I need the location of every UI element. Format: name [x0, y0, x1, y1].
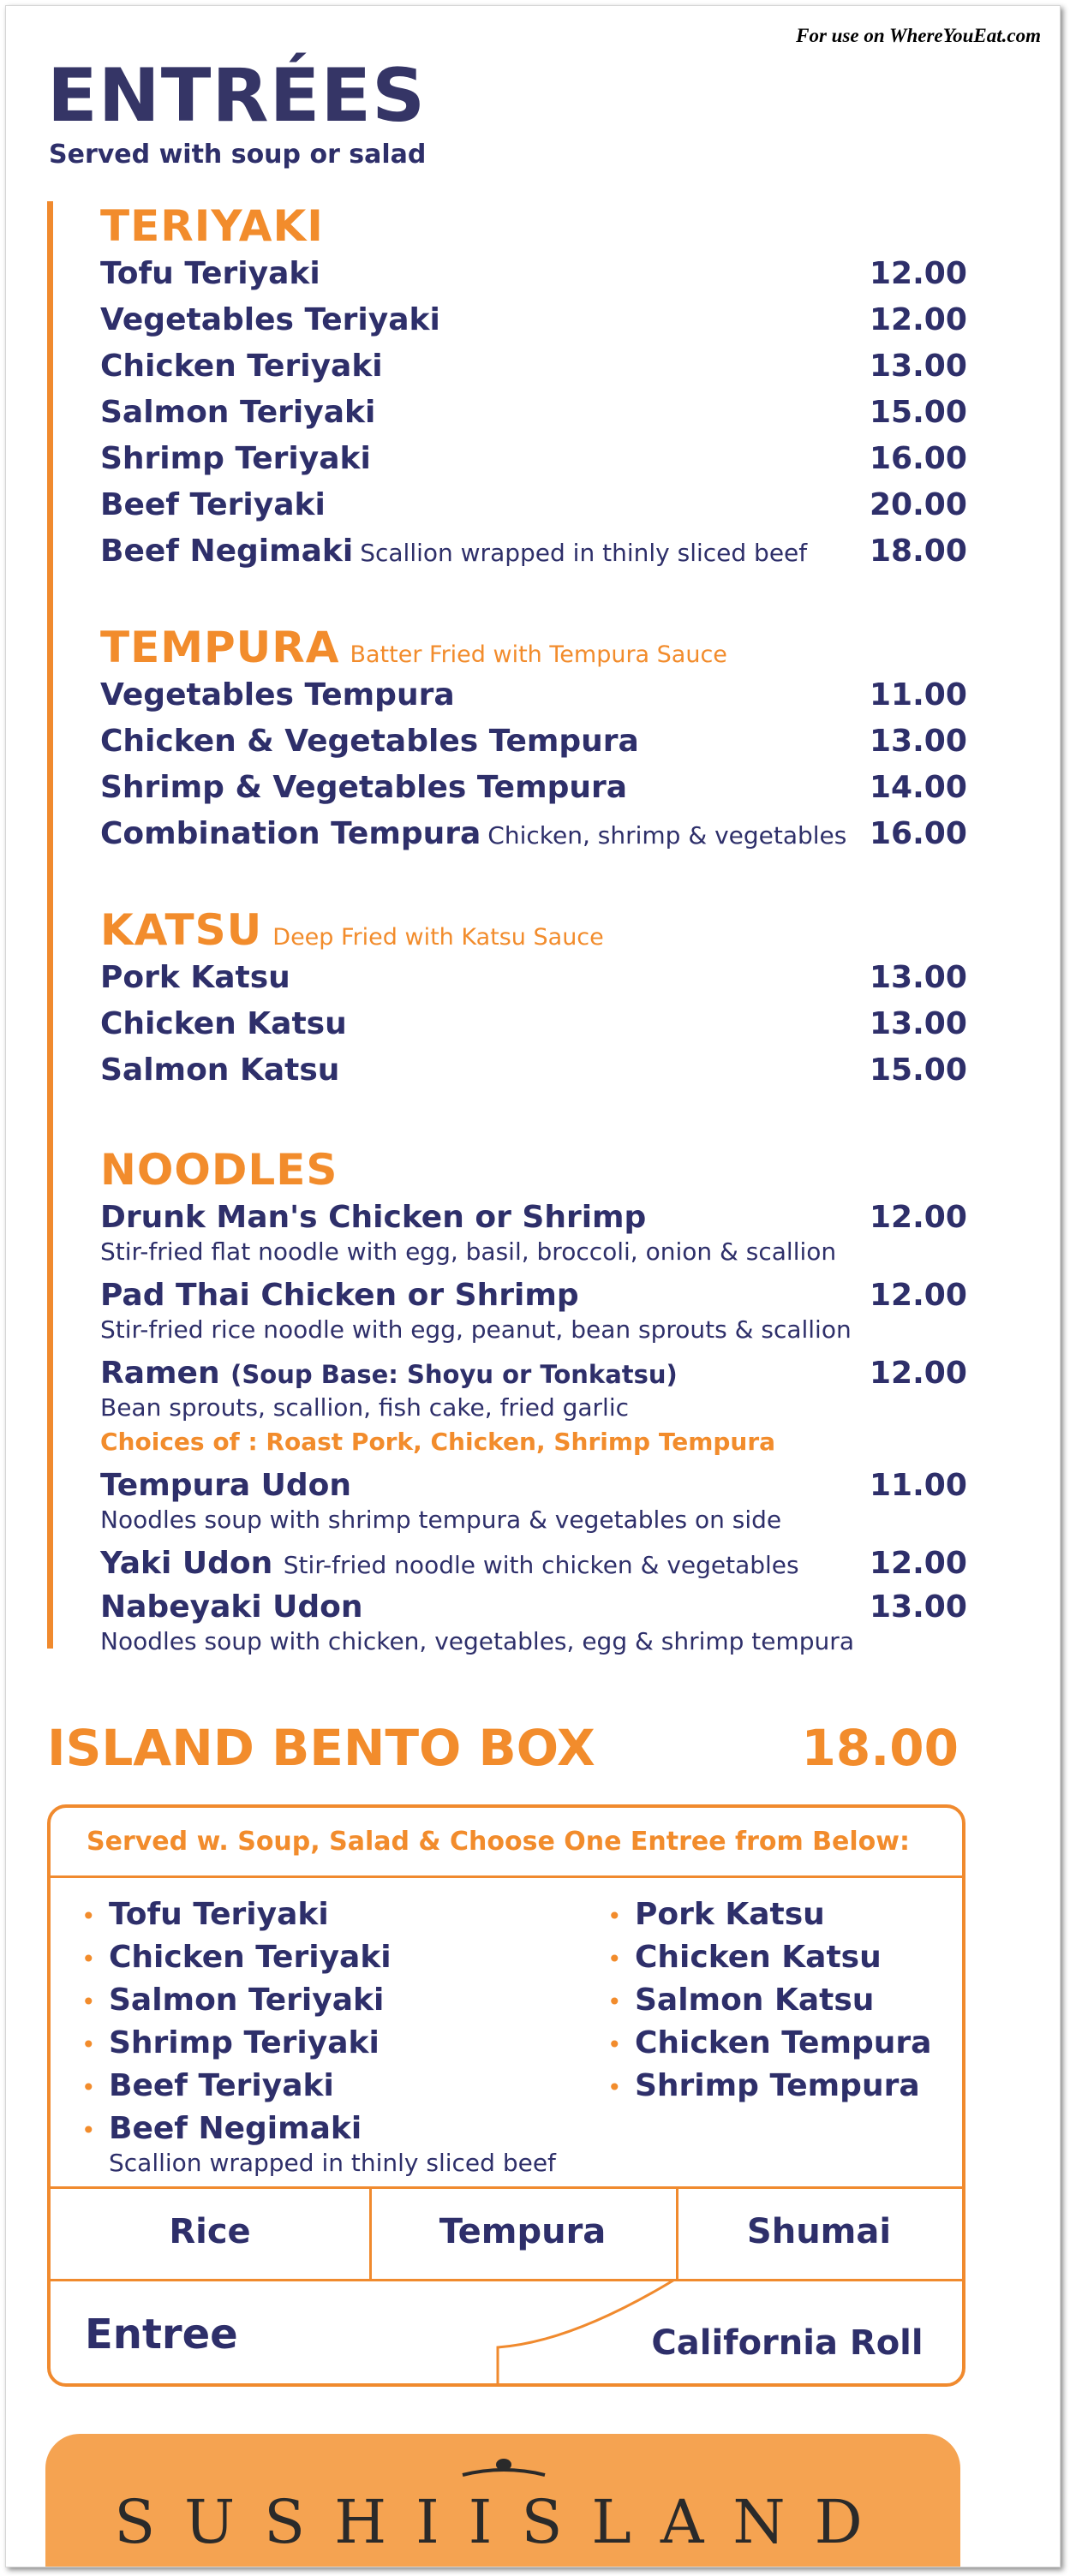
item-price: 12.00	[870, 1546, 967, 1581]
item-description: Noodles soup with shrimp tempura & vegetables on side	[100, 1506, 782, 1534]
bullet-icon: •	[81, 1902, 96, 1930]
item-name: Salmon Katsu	[100, 1052, 340, 1088]
bento-served-note: Served w. Soup, Salad & Choose One Entree from Below:	[51, 1808, 962, 1878]
bullet-icon: •	[81, 1945, 96, 1973]
grid-cell-california: California Roll	[651, 2323, 924, 2363]
item-name: Vegetables Teriyaki	[100, 302, 440, 337]
menu-item	[100, 1278, 967, 1347]
item-name: Drunk Man's Chicken or Shrimp	[100, 1200, 647, 1235]
item-name: Tempura Udon	[100, 1468, 352, 1503]
item-description: Chicken, shrimp & vegetables	[487, 821, 847, 850]
menu-item	[100, 441, 967, 487]
bullet-icon: •	[81, 2073, 96, 2102]
grid-cell-tempura: Tempura	[439, 2212, 607, 2251]
menu-item	[100, 395, 967, 441]
menu-item	[100, 487, 967, 534]
bento-header	[47, 1719, 959, 1777]
logo-figure-icon	[461, 2456, 547, 2490]
list-item: • Beef Negimaki	[81, 2111, 362, 2146]
grid-cell-rice: Rice	[169, 2212, 251, 2251]
list-item-note: Scallion wrapped in thinly sliced beef	[109, 2149, 556, 2177]
bullet-icon: •	[81, 2030, 96, 2059]
list-item: • Pork Katsu	[607, 1897, 825, 1932]
item-name: Vegetables Tempura	[100, 677, 455, 713]
menu-item	[100, 1356, 967, 1459]
item-price: 13.00	[870, 724, 967, 759]
menu-item	[100, 1052, 967, 1099]
grid-cell-entree: Entree	[85, 2311, 238, 2358]
logo-bar	[45, 2434, 960, 2567]
item-price: 13.00	[870, 1006, 967, 1041]
bento-layout-grid	[51, 2186, 962, 2387]
section-subtitle: Deep Fried with Katsu Sauce	[272, 924, 604, 951]
bento-title: ISLAND BENTO BOX	[47, 1719, 595, 1777]
item-name: Shrimp Teriyaki	[100, 441, 371, 476]
menu-item	[100, 677, 967, 724]
menu-item	[100, 1200, 967, 1269]
logo: SUSHIISLAND	[114, 2487, 892, 2557]
item-name: Pad Thai Chicken or Shrimp	[100, 1278, 579, 1313]
section-katsu	[100, 905, 967, 1099]
section-title: KATSU	[100, 905, 263, 955]
item-description: Stir-fried rice noodle with egg, peanut, bean sprouts & scallion	[100, 1315, 852, 1344]
menu-item	[100, 256, 967, 302]
menu-item	[100, 1546, 967, 1581]
item-price: 16.00	[870, 441, 967, 476]
bullet-icon: •	[607, 2030, 622, 2059]
section-tempura	[100, 623, 967, 862]
item-description: Bean sprouts, scallion, fish cake, fried garlic	[100, 1393, 630, 1422]
menu-item	[100, 1468, 967, 1537]
item-description: Noodles soup with chicken, vegetables, egg & shrimp tempura	[100, 1627, 854, 1655]
menu-item	[100, 1006, 967, 1052]
item-note: (Soup Base: Shoyu or Tonkatsu)	[230, 1360, 678, 1389]
item-name: Chicken Katsu	[100, 1006, 347, 1041]
bento-list-right	[607, 1897, 931, 2111]
list-item: • Salmon Katsu	[607, 1983, 875, 2018]
page-title: ENTRÉES	[47, 53, 427, 139]
item-price: 12.00	[870, 1356, 967, 1391]
bento-list-left	[81, 1897, 556, 2177]
section-title: TEMPURA	[100, 623, 340, 672]
item-price: 13.00	[870, 960, 967, 995]
bento-choices	[51, 1878, 962, 2186]
menu-item	[100, 349, 967, 395]
item-name: Salmon Teriyaki	[100, 395, 376, 430]
watermark: For use on WhereYouEat.com	[796, 25, 1041, 46]
item-description: Stir-fried noodle with chicken & vegetables	[283, 1551, 799, 1579]
list-item: • Chicken Teriyaki	[81, 1940, 392, 1975]
list-item: • Shrimp Teriyaki	[81, 2025, 380, 2060]
item-price: 11.00	[870, 1468, 967, 1503]
bullet-icon: •	[81, 1988, 96, 2016]
section-noodles	[100, 1145, 967, 1659]
item-name: Yaki Udon	[100, 1546, 273, 1581]
item-name: Ramen	[100, 1356, 220, 1391]
item-price: 14.00	[870, 770, 967, 805]
grid-line	[51, 2186, 962, 2189]
entrees-list	[47, 201, 967, 1655]
item-price: 16.00	[870, 816, 967, 851]
section-title: TERIYAKI	[100, 201, 324, 251]
menu-item	[100, 770, 967, 816]
menu-item	[100, 816, 967, 862]
menu-item	[100, 534, 967, 580]
item-price: 12.00	[870, 1200, 967, 1235]
item-price: 13.00	[870, 1589, 967, 1625]
item-price: 20.00	[870, 487, 967, 522]
section-teriyaki	[100, 201, 967, 580]
item-name: Combination Tempura	[100, 816, 481, 851]
bullet-icon: •	[607, 1988, 622, 2016]
menu-item	[100, 302, 967, 349]
list-item: • Salmon Teriyaki	[81, 1983, 385, 2018]
item-name: Beef Teriyaki	[100, 487, 326, 522]
list-item: • Shrimp Tempura	[607, 2068, 920, 2103]
menu-page	[5, 5, 1061, 2567]
item-price: 13.00	[870, 349, 967, 384]
item-description: Stir-fried flat noodle with egg, basil, broccoli, onion & scallion	[100, 1237, 837, 1266]
item-name: Chicken & Vegetables Tempura	[100, 724, 639, 759]
item-price: 12.00	[870, 1278, 967, 1313]
list-item: • Beef Teriyaki	[81, 2068, 334, 2103]
section-subtitle: Batter Fried with Tempura Sauce	[350, 641, 727, 668]
item-price: 15.00	[870, 395, 967, 430]
list-item: • Tofu Teriyaki	[81, 1897, 329, 1932]
item-name: Pork Katsu	[100, 960, 290, 995]
item-choices: Choices of : Roast Pork, Chicken, Shrimp Tempura	[100, 1428, 776, 1456]
item-price: 12.00	[870, 302, 967, 337]
menu-item	[100, 960, 967, 1006]
bento-price: 18.00	[801, 1719, 959, 1777]
menu-item	[100, 1589, 967, 1659]
item-price: 11.00	[870, 677, 967, 713]
menu-item	[100, 724, 967, 770]
bento-box	[47, 1804, 965, 2387]
item-description: Scallion wrapped in thinly sliced beef	[360, 539, 808, 567]
item-name: Shrimp & Vegetables Tempura	[100, 770, 628, 805]
list-item: • Chicken Katsu	[607, 1940, 882, 1975]
item-name: Tofu Teriyaki	[100, 256, 320, 291]
item-price: 12.00	[870, 256, 967, 291]
item-name: Nabeyaki Udon	[100, 1589, 363, 1625]
grid-cell-shumai: Shumai	[746, 2212, 892, 2251]
item-price: 18.00	[870, 534, 967, 569]
bullet-icon: •	[607, 2073, 622, 2102]
item-name: Chicken Teriyaki	[100, 349, 383, 384]
bullet-icon: •	[81, 2116, 96, 2144]
page-subtitle: Served with soup or salad	[49, 140, 427, 170]
item-name: Beef Negimaki	[100, 534, 354, 569]
bullet-icon: •	[607, 1902, 622, 1930]
section-title: NOODLES	[100, 1145, 338, 1195]
list-item: • Chicken Tempura	[607, 2025, 932, 2060]
item-price: 15.00	[870, 1052, 967, 1088]
bullet-icon: •	[607, 1945, 622, 1973]
